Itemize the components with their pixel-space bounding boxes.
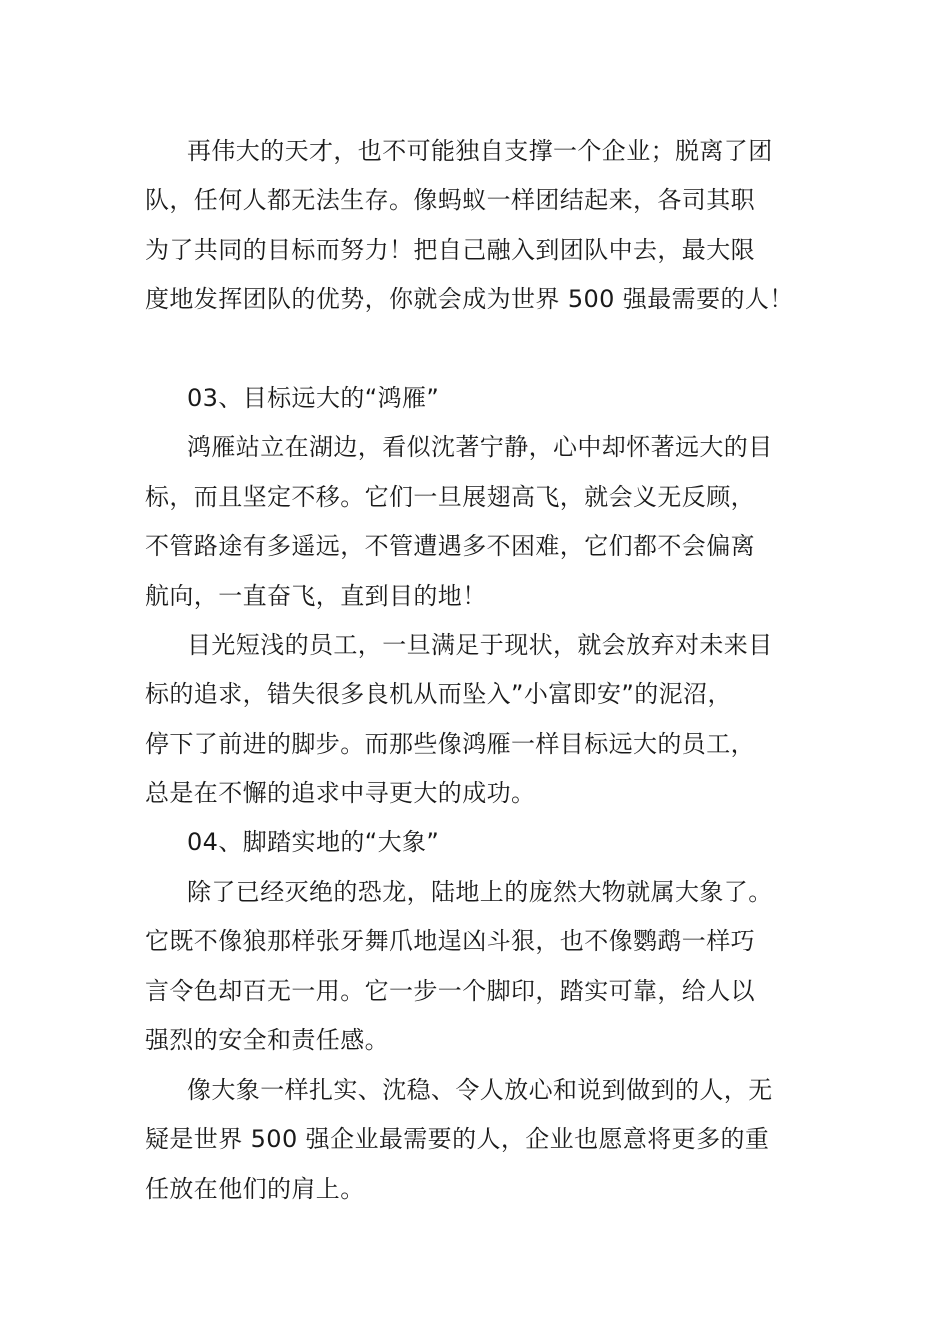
paragraph-line: 除了已经灭绝的恐龙，陆地上的庞然大物就属大象了。 xyxy=(187,878,773,906)
paragraph-line: 标，而且坚定不移。它们一旦展翅高飞，就会义无反顾， xyxy=(145,483,755,511)
section-heading-03: 03、目标远大的“鸿雁” xyxy=(187,384,440,412)
paragraph-line: 航向，一直奋飞，直到目的地！ xyxy=(145,582,487,610)
paragraph-line: 鸿雁站立在湖边，看似沈著宁静，心中却怀著远大的目 xyxy=(187,433,773,461)
paragraph-line: 强烈的安全和责任感。 xyxy=(145,1026,389,1054)
section-heading-04: 04、脚踏实地的“大象” xyxy=(187,828,440,856)
paragraph-line: 疑是世界 500 强企业最需要的人，企业也愿意将更多的重 xyxy=(145,1125,770,1153)
paragraph-line: 度地发挥团队的优势，你就会成为世界 500 强最需要的人！ xyxy=(145,285,794,313)
paragraph-line: 言令色却百无一用。它一步一个脚印，踏实可靠，给人以 xyxy=(145,977,755,1005)
paragraph-line: 任放在他们的肩上。 xyxy=(145,1175,365,1203)
paragraph-line: 停下了前进的脚步。而那些像鸿雁一样目标远大的员工， xyxy=(145,730,755,758)
paragraph-line: 再伟大的天才，也不可能独自支撑一个企业；脱离了团 xyxy=(187,137,773,165)
paragraph-line: 目光短浅的员工，一旦满足于现状，就会放弃对未来目 xyxy=(187,631,773,659)
paragraph-line: 队，任何人都无法生存。像蚂蚁一样团结起来，各司其职 xyxy=(145,186,755,214)
paragraph-line: 标的追求，错失很多良机从而坠入”小富即安”的泥沼， xyxy=(145,680,732,708)
paragraph-line: 总是在不懈的追求中寻更大的成功。 xyxy=(145,779,536,807)
paragraph-line: 不管路途有多遥远，不管遭遇多不困难，它们都不会偏离 xyxy=(145,532,755,560)
paragraph-line: 像大象一样扎实、沈稳、令人放心和说到做到的人，无 xyxy=(187,1076,773,1104)
paragraph-line: 为了共同的目标而努力！把自己融入到团队中去，最大限 xyxy=(145,236,755,264)
paragraph-line: 它既不像狼那样张牙舞爪地逞凶斗狠，也不像鹦鹉一样巧 xyxy=(145,927,755,955)
